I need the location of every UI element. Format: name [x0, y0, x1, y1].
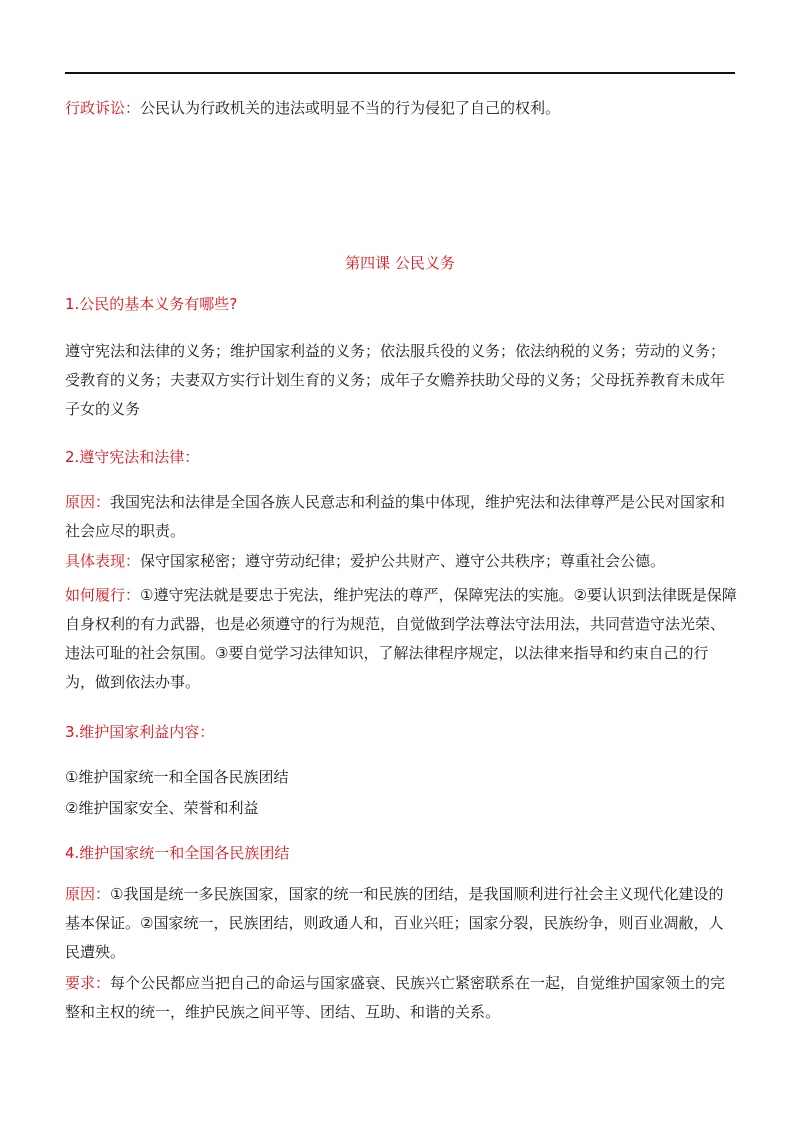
section-3-item-2: ②维护国家安全、荣誉和利益: [65, 799, 259, 817]
behavior-label: 具体表现：: [65, 552, 141, 570]
lesson-title: 第四课 公民义务: [345, 254, 455, 272]
how-text: ①遵守宪法就是要忠于宪法，维护宪法的尊严，保障宪法的实施。②要认识到法律既是保障自身权利的有力武器，也是必须遵守的行为规范，自觉做到学法尊法守法用法，共同营造守法光荣、违法可耻的社会氛围。③要自觉学习法律知识，了解法律程序规定，以法律来指导和约束自己的行为，做到依法办事。: [65, 586, 737, 691]
requirement-text: 每个公民都应当把自己的命运与国家盛衰、民族兴亡紧密联系在一起，自觉维护国家领土的完整和主权的统一，维护民族之间平等、团结、互助、和谐的关系。: [65, 974, 726, 1021]
intro-text: 公民认为行政机关的违法或明显不当的行为侵犯了自己的权利。: [140, 99, 561, 117]
behavior-text: 保守国家秘密；遵守劳动纪律；爱护公共财产、遵守公共秩序；尊重社会公德。: [140, 552, 666, 570]
section-4-requirement: [65, 969, 737, 1027]
intro-paragraph: [65, 94, 737, 123]
section-4-heading: 4.维护国家统一和全国各民族团结: [65, 844, 290, 862]
section-2-how: [65, 581, 737, 697]
reason-label: 原因：: [65, 493, 111, 511]
section-3-heading: 3.维护国家利益内容：: [65, 723, 215, 741]
section-1-body: 遵守宪法和法律的义务；维护国家利益的义务；依法服兵役的义务；依法纳税的义务；劳动的义务；受教育的义务；夫妻双方实行计划生育的义务；成年子女赡养扶助父母的义务；父母抚养教育未成年子女的义务: [65, 342, 726, 418]
intro-label: 行政诉讼：: [65, 99, 141, 117]
section-3-item-1: ①维护国家统一和全国各民族团结: [65, 768, 289, 786]
section-2-heading: 2.遵守宪法和法律：: [65, 448, 200, 466]
section-4-reason: [65, 880, 737, 967]
reason-label: 原因：: [65, 885, 111, 903]
how-label: 如何履行：: [65, 586, 141, 604]
reason-text: 我国宪法和法律是全国各族人民意志和利益的集中体现，维护宪法和法律尊严是公民对国家和社会应尽的职责。: [65, 493, 726, 540]
top-divider: [65, 72, 735, 74]
section-2-reason: [65, 488, 737, 546]
requirement-label: 要求：: [65, 974, 111, 992]
section-2-behavior: [65, 547, 737, 576]
reason-text: ①我国是统一多民族国家，国家的统一和民族的团结，是我国顺利进行社会主义现代化建设的基本保证。②国家统一，民族团结，则政通人和，百业兴旺；国家分裂，民族纷争，则百业凋敝，人民遭殃。: [65, 885, 724, 961]
section-1-heading: 1.公民的基本义务有哪些?: [65, 295, 238, 313]
